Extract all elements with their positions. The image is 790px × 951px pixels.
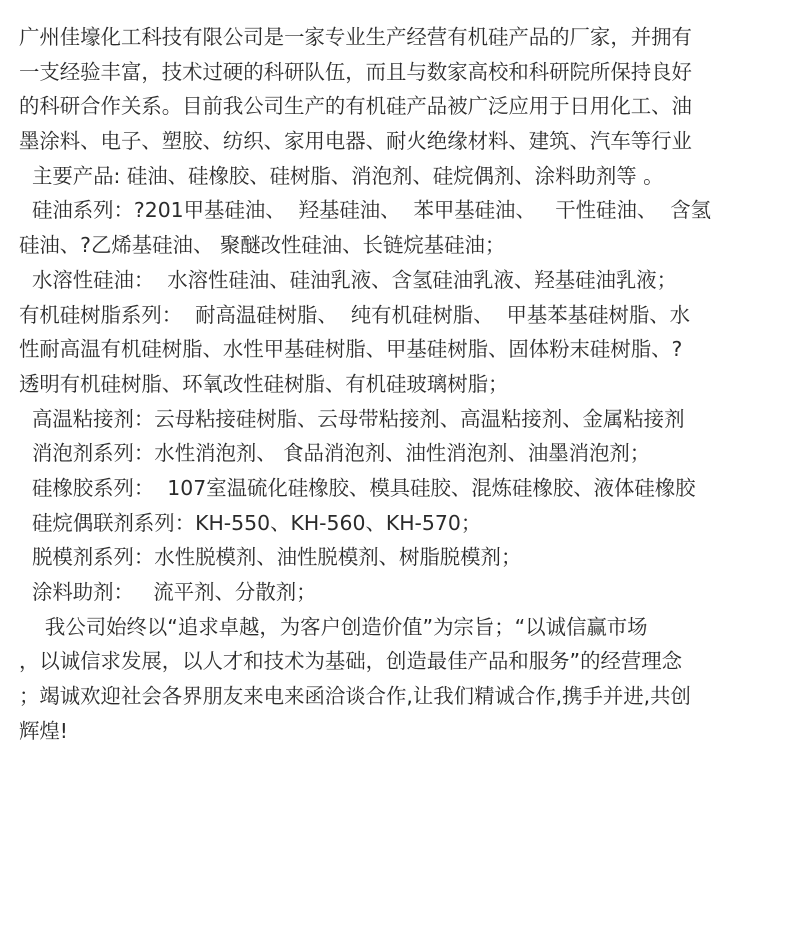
high-temp-adhesive-line: 高温粘接剂：云母粘接硅树脂、云母带粘接剂、高温粘接剂、金属粘接剂 <box>19 406 685 431</box>
text-line: ；竭诚欢迎社会各界朋友来电来函洽谈合作,让我们精诚合作,携手并进,共创 <box>19 684 691 709</box>
text-line: 性耐高温有机硅树脂、水性甲基硅树脂、甲基硅树脂、固体粉末硅树脂、? <box>19 337 683 362</box>
text-line: 广州佳壕化工科技有限公司是一家专业生产经营有机硅产品的厂家，并拥有 <box>19 25 692 49</box>
text-line: 的科研合作关系。目前我公司生产的有机硅产品被广泛应用于日用化工、油 <box>19 94 692 119</box>
text-line: 一支经验丰富，技术过硬的科研队伍，而且与数家高校和科研院所保持良好 <box>19 59 692 84</box>
text-line: 透明有机硅树脂、环氧改性硅树脂、有机硅玻璃树脂； <box>19 371 509 396</box>
silicone-rubber-series-line: 硅橡胶系列： 107室温硫化硅橡胶、模具硅胶、混炼硅橡胶、液体硅橡胶 <box>19 475 696 500</box>
release-agent-series-line: 脱模剂系列：水性脱模剂、油性脱模剂、树脂脱模剂； <box>19 545 522 570</box>
water-soluble-silicone-oil-line: 水溶性硅油： 水溶性硅油、硅油乳液、含氢硅油乳液、羟基硅油乳液； <box>19 267 678 292</box>
silane-coupling-agent-line: 硅烷偶联剂系列：KH-550、KH-560、KH-570； <box>19 510 482 535</box>
company-motto-line: 我公司始终以“追求卓越，为客户创造价值”为宗旨；“以诚信赢市场 <box>19 614 648 639</box>
text-line: ，以诚信求发展，以人才和技术为基础，创造最佳产品和服务”的经营理念 <box>19 649 683 674</box>
text-line: 墨涂料、电子、塑胶、纺织、家用电器、耐火绝缘材料、建筑、汽车等行业 <box>19 129 692 154</box>
main-products-line: 主要产品: 硅油、硅橡胶、硅树脂、消泡剂、硅烷偶剂、涂料助剂等 。 <box>19 163 664 188</box>
defoamer-series-line: 消泡剂系列：水性消泡剂、 食品消泡剂、油性消泡剂、油墨消泡剂； <box>19 441 651 466</box>
coating-additive-line: 涂料助剂： 流平剂、分散剂； <box>19 580 317 604</box>
silicone-resin-series-line: 有机硅树脂系列： 耐高温硅树脂、 纯有机硅树脂、 甲基苯基硅树脂、水 <box>19 302 690 327</box>
text-line: 辉煌! <box>19 718 68 743</box>
text-line: 硅油、?乙烯基硅油、 聚醚改性硅油、长链烷基硅油； <box>19 233 506 258</box>
silicone-oil-series-line: 硅油系列：?201甲基硅油、 羟基硅油、 苯甲基硅油、 干性硅油、 含氢 <box>19 198 711 223</box>
